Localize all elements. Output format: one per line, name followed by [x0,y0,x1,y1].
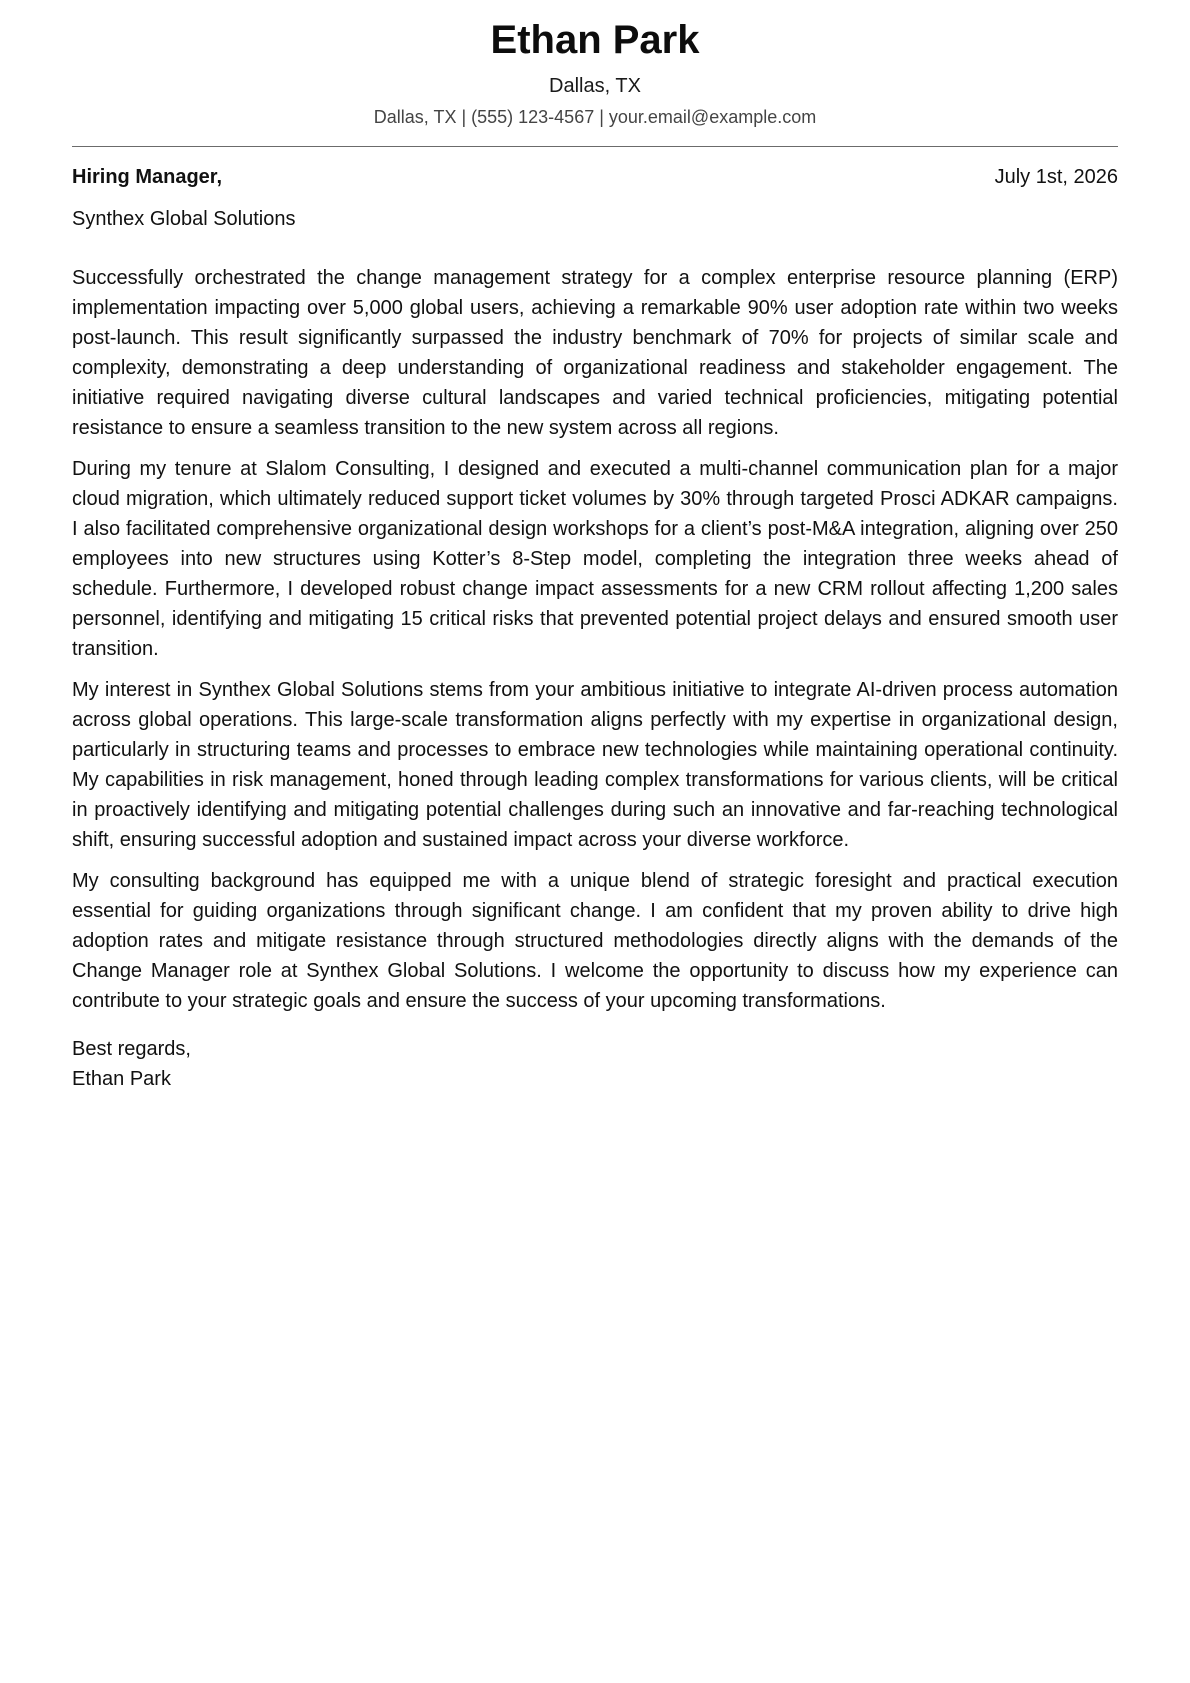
header-divider [72,146,1118,147]
signature-name: Ethan Park [72,1068,171,1090]
letter-header [72,0,1118,130]
body-paragraph: During my tenure at Slalom Consulting, I designed and executed a multi-channel communication plan for a major cloud migration, which ultimately reduced support ticket volumes by 30% through targeted Prosci ADKAR campaigns. I also facilitated comprehensive organizational design workshops for a client’s post-M&A integration, aligning over 250 employees into new structures using Kotter’s 8-Step model, completing the integration three weeks ahead of schedule. Furthermore, I developed robust change impact assessments for a new CRM rollout affecting 1,200 sales personnel, identifying and mitigating 15 critical risks that prevented potential project delays and ensured smooth user transition. [72,458,1118,660]
letter-body [72,263,1118,1016]
sender-location: Dallas, TX [549,75,641,97]
letter-closing [72,1034,1118,1094]
recipient-company: Synthex Global Solutions [72,208,296,230]
sender-name: Ethan Park [490,18,700,62]
sign-off: Best regards, [72,1038,191,1060]
recipient-row [72,163,1118,191]
body-paragraph: My interest in Synthex Global Solutions stems from your ambitious initiative to integrate AI-driven process automation across global operations. This large-scale transformation aligns perfectly with my expertise in organizational design, particularly in structuring teams and processes to embrace new technologies while maintaining operational continuity. My capabilities in risk management, honed through leading complex transformations for various clients, will be critical in proactively identifying and mitigating potential challenges during such an innovative and far-reaching technological shift, ensuring successful adoption and sustained impact across your diverse workforce. [72,679,1118,851]
body-paragraph: My consulting background has equipped me with a unique blend of strategic foresight and practical execution essential for guiding organizations through significant change. I am confident that my proven ability to drive high adoption rates and mitigate resistance through structured methodologies directly aligns with the demands of the Change Manager role at Synthex Global Solutions. I welcome the opportunity to discuss how my experience can contribute to your strategic goals and ensure the success of your upcoming transformations. [72,870,1118,1012]
body-paragraph: Successfully orchestrated the change management strategy for a complex enterprise resource planning (ERP) implementation impacting over 5,000 global users, achieving a remarkable 90% user adoption rate within two weeks post-launch. This result significantly surpassed the industry benchmark of 70% for projects of similar scale and complexity, demonstrating a deep understanding of organizational readiness and stakeholder engagement. The initiative required navigating diverse cultural landscapes and varied technical proficiencies, mitigating potential resistance to ensure a seamless transition to the new system across all regions. [72,267,1118,439]
letter-date: July 1st, 2026 [994,166,1118,188]
sender-contact-line: Dallas, TX | (555) 123-4567 | your.email@example.com [373,107,817,127]
recipient-salutation: Hiring Manager, [72,166,223,188]
